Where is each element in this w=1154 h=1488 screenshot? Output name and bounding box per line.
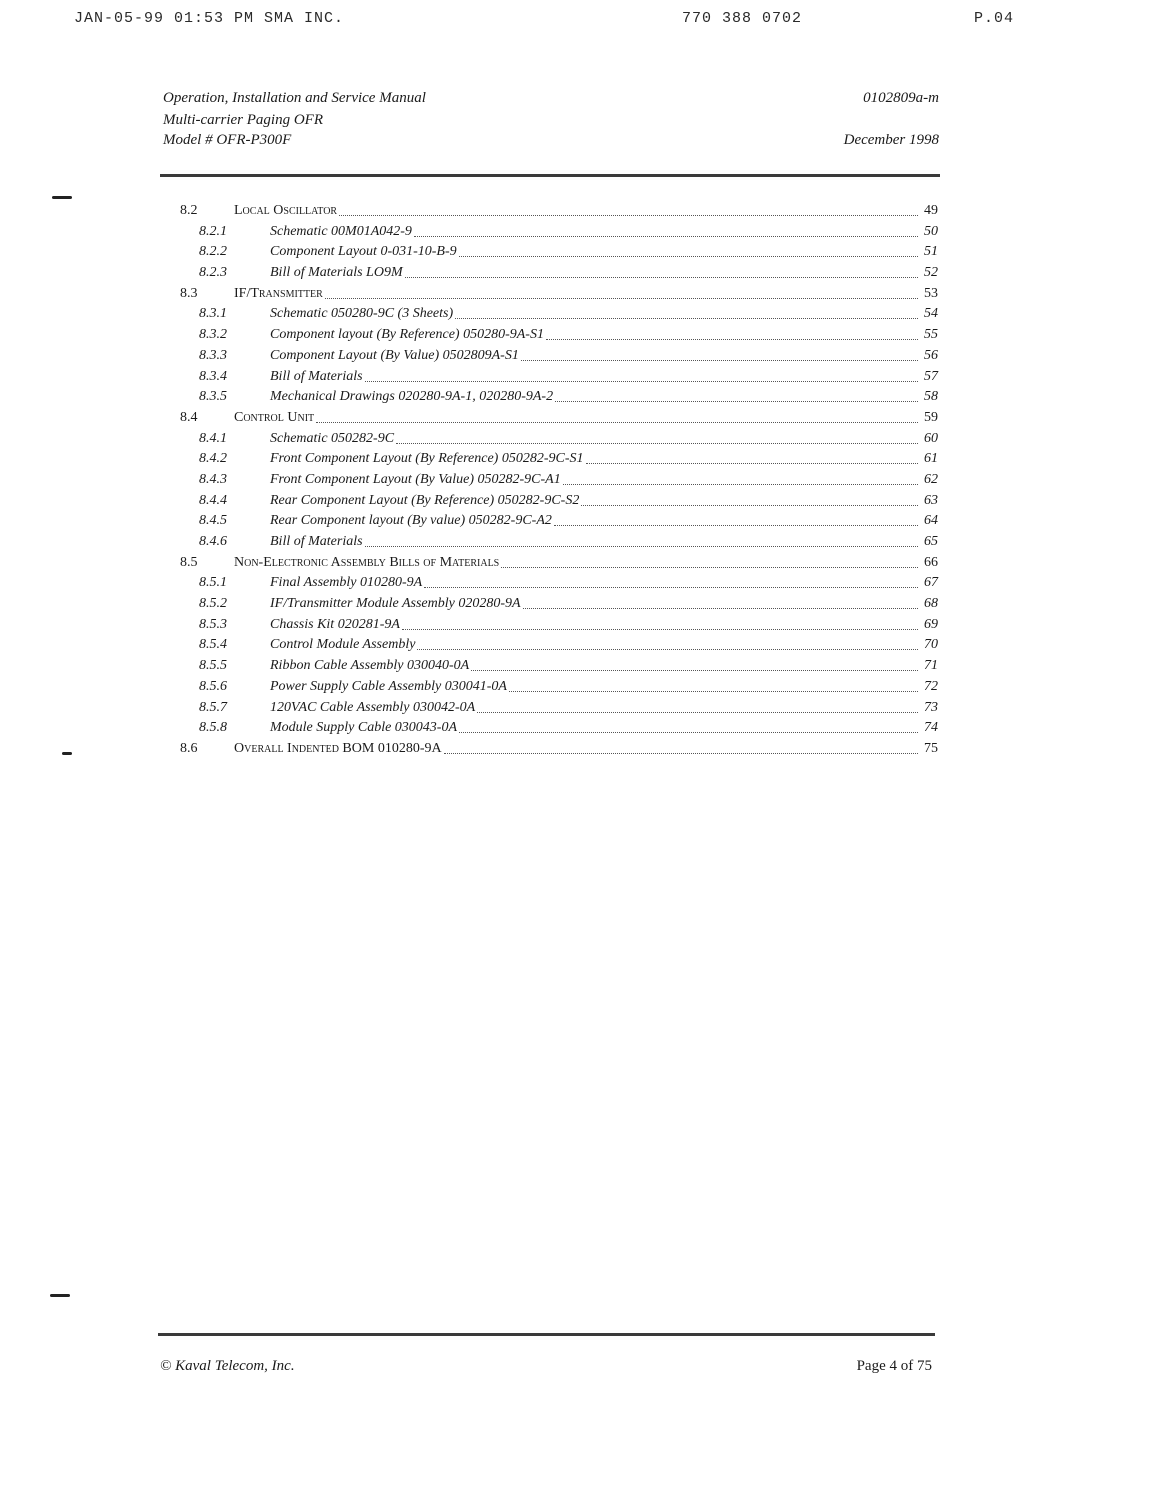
manual-title: Operation, Installation and Service Manual <box>163 90 426 106</box>
toc-entry[interactable] <box>180 532 938 553</box>
toc-entry[interactable] <box>180 346 938 367</box>
toc-section-number: 8.4.4 <box>199 492 227 508</box>
toc-entry[interactable] <box>180 615 938 636</box>
toc-section-title: Module Supply Cable 030043-0A <box>270 720 458 736</box>
toc-page-number: 63 <box>924 492 938 508</box>
toc-section-title: IF/Transmitter Module Assembly 020280-9A <box>270 596 521 612</box>
toc-section-number: 8.4.5 <box>199 513 227 529</box>
toc-section-title: Front Component Layout (By Value) 050282-9C-A1 <box>270 471 561 487</box>
toc-dot-leader <box>396 429 918 444</box>
toc-dot-leader <box>477 698 918 713</box>
toc-entry[interactable] <box>180 491 938 512</box>
toc-entry[interactable] <box>180 698 938 719</box>
toc-entry[interactable] <box>180 635 938 656</box>
toc-dot-leader <box>405 263 918 278</box>
toc-section-number: 8.5.8 <box>199 720 227 736</box>
scan-mark <box>52 196 72 199</box>
toc-section-number: 8.4.6 <box>199 534 227 549</box>
toc-section-title: Control Module Assembly <box>270 637 416 653</box>
toc-section-title: Bill of Materials LO9M <box>270 265 403 281</box>
toc-entry[interactable] <box>180 284 938 305</box>
toc-page-number: 70 <box>924 637 938 653</box>
toc-entry[interactable] <box>180 677 938 698</box>
toc-page-number: 65 <box>924 534 938 549</box>
toc-section-title: Component layout (By Reference) 050280-9A-S1 <box>270 327 544 343</box>
toc-section-number: 8.4.3 <box>199 471 227 487</box>
document-number: 0102809a-m <box>863 90 939 106</box>
toc-entry[interactable] <box>180 304 938 325</box>
toc-section-number: 8.3.4 <box>199 368 227 384</box>
toc-entry[interactable] <box>180 263 938 284</box>
toc-page-number: 58 <box>924 389 938 405</box>
toc-page-number: 57 <box>924 368 938 384</box>
toc-section-number: 8.2.1 <box>199 223 227 239</box>
toc-section-title: Final Assembly 010280-9A <box>270 575 423 591</box>
toc-section-title: Local Oscillator <box>234 203 338 218</box>
toc-entry[interactable] <box>180 429 938 450</box>
toc-entry[interactable] <box>180 222 938 243</box>
toc-section-title: Schematic 050282-9C <box>270 430 395 446</box>
toc-section-number: 8.5.5 <box>199 658 227 674</box>
toc-section-number: 8.4.1 <box>199 430 227 446</box>
toc-entry[interactable] <box>180 511 938 532</box>
toc-section-title: IF/Transmitter <box>234 285 323 301</box>
toc-section-number: 8.5.4 <box>199 637 227 653</box>
toc-dot-leader <box>563 470 918 485</box>
toc-section-number: 8.4.2 <box>199 451 227 467</box>
toc-section-number: 8.3.2 <box>199 327 227 343</box>
copyright-text: © Kaval Telecom, Inc. <box>160 1358 295 1374</box>
toc-dot-leader <box>365 532 918 547</box>
toc-section-number: 8.3.3 <box>199 347 227 363</box>
toc-section-number: 8.6 <box>180 740 198 756</box>
toc-page-number: 61 <box>924 451 938 467</box>
toc-dot-leader <box>471 656 918 671</box>
toc-section-title: Power Supply Cable Assembly 030041-0A <box>270 678 507 694</box>
toc-section-title: Chassis Kit 020281-9A <box>270 616 400 632</box>
toc-dot-leader <box>459 242 918 257</box>
toc-section-title: Schematic 050280-9C (3 Sheets) <box>270 306 454 322</box>
toc-entry[interactable] <box>180 470 938 491</box>
document-date: December 1998 <box>843 132 939 148</box>
toc-dot-leader <box>555 387 918 402</box>
fax-date-time-company: JAN-05-99 01:53 PM SMA INC. <box>74 10 345 27</box>
toc-dot-leader <box>316 408 918 423</box>
toc-dot-leader <box>402 615 918 630</box>
toc-section-number: 8.2.3 <box>199 265 227 281</box>
toc-page-number: 59 <box>924 409 938 425</box>
toc-dot-leader <box>459 718 918 733</box>
toc-dot-leader <box>509 677 918 692</box>
fax-header <box>0 8 1154 30</box>
toc-page-number: 55 <box>924 327 938 343</box>
toc-section-number: 8.4 <box>180 409 198 425</box>
toc-dot-leader <box>523 594 918 609</box>
toc-entry[interactable] <box>180 242 938 263</box>
toc-entry[interactable] <box>180 553 938 574</box>
toc-page-number: 53 <box>924 285 938 301</box>
toc-section-number: 8.5.7 <box>199 699 227 715</box>
header-rule <box>160 174 940 177</box>
toc-page-number: 67 <box>924 575 938 591</box>
toc-section-number: 8.5 <box>180 554 198 570</box>
toc-dot-leader <box>501 553 918 568</box>
toc-section-title: Component Layout (By Value) 0502809A-S1 <box>270 347 519 363</box>
scan-mark <box>50 1294 70 1297</box>
toc-section-number: 8.5.3 <box>199 616 227 632</box>
toc-dot-leader <box>521 346 918 361</box>
toc-entry[interactable] <box>180 325 938 346</box>
toc-entry[interactable] <box>180 573 938 594</box>
toc-section-number: 8.3.5 <box>199 389 227 405</box>
toc-dot-leader <box>365 367 918 382</box>
toc-dot-leader <box>455 304 918 319</box>
toc-dot-leader <box>424 573 918 588</box>
toc-page-number: 74 <box>924 720 938 736</box>
toc-section-title: Bill of Materials <box>270 534 363 549</box>
product-name: Multi-carrier Paging OFR <box>163 112 323 128</box>
toc-section-title: Rear Component layout (By value) 050282-9C-A2 <box>270 513 552 529</box>
toc-section-title: Overall Indented BOM 010280-9A <box>234 740 442 756</box>
toc-dot-leader <box>444 739 918 754</box>
toc-section-title: Front Component Layout (By Reference) 050282-9C-S1 <box>270 451 584 467</box>
toc-section-number: 8.5.6 <box>199 678 227 694</box>
toc-entry[interactable] <box>180 739 938 760</box>
document-header <box>163 88 939 158</box>
toc-page-number: 56 <box>924 347 938 363</box>
toc-entry[interactable] <box>180 594 938 615</box>
toc-section-title: Control Unit <box>234 409 315 425</box>
toc-section-number: 8.3 <box>180 285 198 301</box>
toc-dot-leader <box>414 222 918 237</box>
toc-dot-leader <box>554 511 918 526</box>
footer-rule <box>158 1333 935 1336</box>
toc-page-number: 51 <box>924 244 938 260</box>
toc-entry[interactable] <box>180 387 938 408</box>
scan-mark <box>62 752 72 755</box>
toc-section-number: 8.2 <box>180 203 198 218</box>
toc-entry[interactable] <box>180 367 938 388</box>
model-number: Model # OFR-P300F <box>163 132 292 148</box>
document-footer <box>160 1358 932 1380</box>
toc-page-number: 66 <box>924 554 938 570</box>
toc-page-number: 49 <box>924 203 938 218</box>
toc-page-number: 73 <box>924 699 938 715</box>
toc-dot-leader <box>339 201 918 216</box>
toc-dot-leader <box>546 325 918 340</box>
toc-section-title: Non-Electronic Assembly Bills of Materials <box>234 554 500 570</box>
toc-page-number: 64 <box>924 513 938 529</box>
toc-entry[interactable] <box>180 718 938 739</box>
toc-dot-leader <box>586 449 918 464</box>
toc-entry[interactable] <box>180 449 938 470</box>
toc-entry[interactable] <box>180 201 938 222</box>
toc-page-number: 60 <box>924 430 938 446</box>
toc-dot-leader <box>325 284 918 299</box>
toc-section-number: 8.2.2 <box>199 244 227 260</box>
toc-section-title: Schematic 00M01A042-9 <box>270 223 412 239</box>
fax-phone-number: 770 388 0702 <box>682 10 803 27</box>
toc-page-number: 62 <box>924 471 938 487</box>
toc-dot-leader <box>417 635 918 650</box>
toc-page-number: 54 <box>924 306 938 322</box>
toc-page-number: 52 <box>924 265 938 281</box>
toc-page-number: 72 <box>924 678 938 694</box>
toc-page-number: 68 <box>924 596 938 612</box>
toc-page-number: 69 <box>924 616 938 632</box>
toc-section-number: 8.5.1 <box>199 575 227 591</box>
toc-section-title: 120VAC Cable Assembly 030042-0A <box>270 699 476 715</box>
page-indicator: Page 4 of 75 <box>856 1358 932 1374</box>
toc-section-title: Rear Component Layout (By Reference) 050282-9C-S2 <box>270 492 580 508</box>
fax-page-number: P.04 <box>974 10 1015 27</box>
toc-entry[interactable] <box>180 408 938 429</box>
toc-page-number: 71 <box>924 658 938 674</box>
toc-section-title: Bill of Materials <box>270 368 363 384</box>
toc-section-title: Ribbon Cable Assembly 030040-0A <box>270 658 470 674</box>
toc-section-number: 8.3.1 <box>199 306 227 322</box>
table-of-contents <box>180 201 938 760</box>
toc-section-title: Mechanical Drawings 020280-9A-1, 020280-9A-2 <box>270 389 554 405</box>
toc-page-number: 50 <box>924 223 938 239</box>
toc-page-number: 75 <box>924 740 938 756</box>
toc-entry[interactable] <box>180 656 938 677</box>
toc-section-title: Component Layout 0-031-10-B-9 <box>270 244 457 260</box>
toc-section-number: 8.5.2 <box>199 596 227 612</box>
toc-dot-leader <box>581 491 918 506</box>
